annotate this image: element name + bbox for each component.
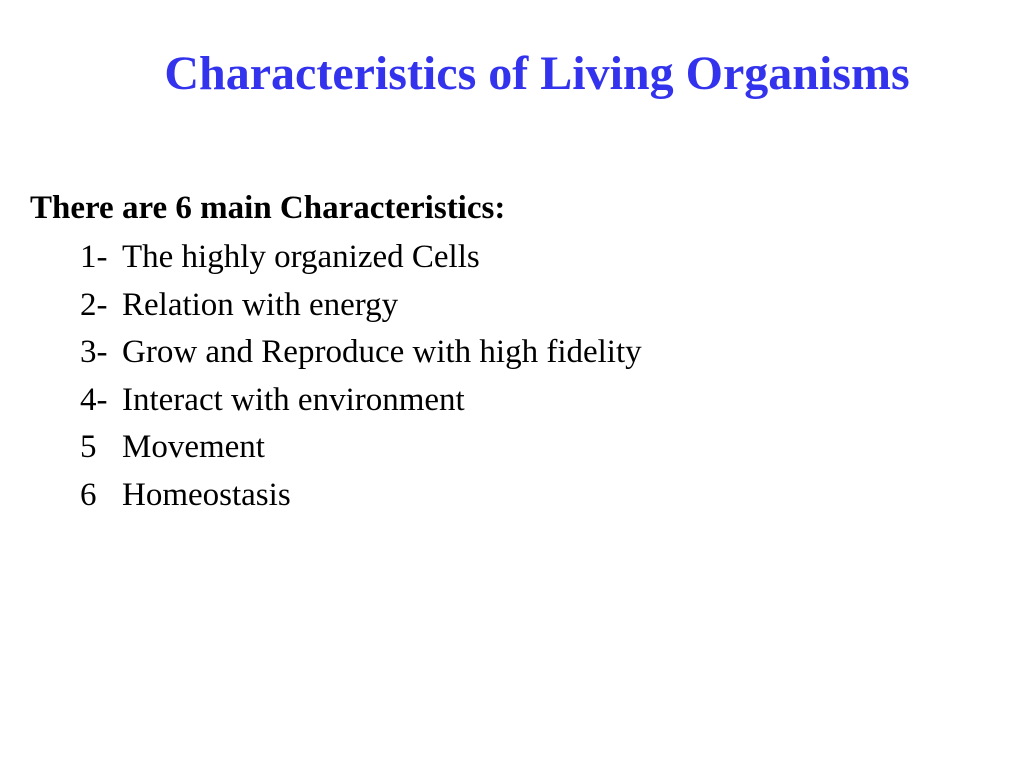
item-text: Movement: [122, 429, 265, 466]
list-item: [80, 234, 642, 282]
item-text: Homeostasis: [122, 476, 291, 513]
list-item: [80, 329, 642, 377]
item-text: Interact with environment: [122, 381, 465, 418]
list-item: [80, 282, 642, 330]
item-number: 4-: [80, 381, 108, 418]
item-number: 2-: [80, 286, 108, 323]
item-number: 6: [80, 476, 97, 513]
slide-title: Characteristics of Living Organisms: [164, 47, 910, 100]
list-item: [80, 472, 642, 520]
item-number: 5: [80, 429, 97, 466]
item-number: 3-: [80, 334, 108, 371]
intro-text: There are 6 main Characteristics:: [30, 190, 506, 226]
item-text: Grow and Reproduce with high fidelity: [122, 334, 642, 371]
item-text: Relation with energy: [122, 286, 399, 323]
characteristics-list: [80, 234, 642, 520]
list-item: [80, 424, 642, 472]
item-number: 1-: [80, 239, 108, 275]
item-text: The highly organized Cells: [122, 239, 480, 275]
list-item: [80, 377, 642, 425]
